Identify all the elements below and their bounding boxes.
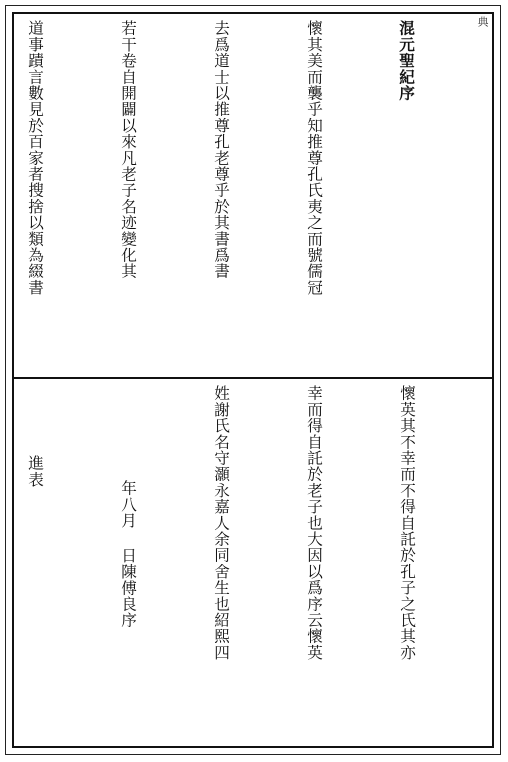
memorial-heading: 進表: [26, 455, 44, 488]
text-column: 幸而得自託於老子也大因以爲序云懷英: [305, 385, 323, 661]
bottom-text-block: [22, 385, 484, 740]
text-column: 懷其美而襲乎知推尊孔氏夷之而號儒冠: [305, 20, 323, 296]
text-column: 懷英其不幸而不得自託於孔子之氏其亦: [398, 385, 416, 661]
text-column: 姓謝氏名守灝永嘉人余同舍生也紹熙四: [212, 385, 230, 661]
preface-title: 混元聖紀序: [397, 20, 416, 101]
text-column: 若干卷自開闢以來凡老子名迹變化其: [119, 20, 137, 280]
top-text-block: [22, 20, 484, 371]
page-frame: [12, 12, 494, 748]
heading-mark: 典: [476, 16, 489, 27]
bottom-section: [14, 379, 492, 746]
text-column: 去爲道士以推尊孔老尊乎於其書爲書: [212, 20, 230, 280]
text-column: 道事蹟言數見於百家者搜捨以類為綴書: [26, 20, 44, 296]
preface-signature: 年八月 日陳傅良序: [119, 480, 137, 629]
document-page: [5, 5, 501, 755]
top-section: [14, 14, 492, 377]
